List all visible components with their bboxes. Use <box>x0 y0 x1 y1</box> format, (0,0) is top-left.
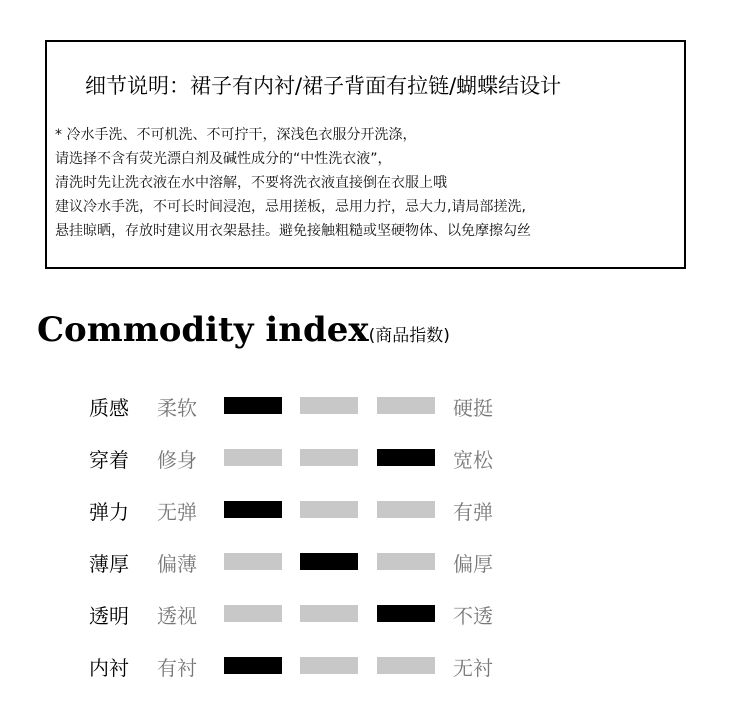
row-right-label: 宽松 <box>453 448 493 472</box>
care-line: 建议冷水手洗，不可长时间浸泡，忌用搓板，忌用力拧，忌大力,请局部搓洗, <box>55 199 526 215</box>
index-row-elasticity <box>0 484 750 536</box>
row-name: 透明 <box>89 604 129 628</box>
row-name: 薄厚 <box>89 552 129 576</box>
row-left-label: 柔软 <box>157 396 197 420</box>
scale-bar <box>300 397 358 414</box>
index-row-lining <box>0 640 750 692</box>
row-left-label: 有衬 <box>157 656 197 680</box>
row-name: 质感 <box>89 396 129 420</box>
scale-bar-selected <box>377 605 435 622</box>
row-name: 内衬 <box>89 656 129 680</box>
scale-bar <box>300 605 358 622</box>
scale-bar-selected <box>224 657 282 674</box>
row-left-label: 修身 <box>157 448 197 472</box>
scale-bar <box>224 605 282 622</box>
row-right-label: 不透 <box>453 604 493 628</box>
index-row-thickness <box>0 536 750 588</box>
row-right-label: 无衬 <box>453 656 493 680</box>
scale-bar-selected <box>224 397 282 414</box>
scale-bar-selected <box>300 553 358 570</box>
row-left-label: 无弹 <box>157 500 197 524</box>
scale-bar <box>300 501 358 518</box>
commodity-index-subtitle: (商品指数) <box>368 326 450 346</box>
care-instructions <box>55 123 531 243</box>
scale-bar <box>300 449 358 466</box>
scale-bar <box>377 657 435 674</box>
scale-bar <box>377 553 435 570</box>
scale-bar <box>224 553 282 570</box>
care-line: 清洗时先让洗衣液在水中溶解，不要将洗衣液直接倒在衣服上哦 <box>55 175 447 191</box>
row-name: 弹力 <box>89 500 129 524</box>
detail-box <box>45 40 686 269</box>
care-line: * 冷水手洗、不可机洗、不可拧干，深浅色衣服分开洗涤， <box>55 127 417 143</box>
row-right-label: 硬挺 <box>453 396 493 420</box>
care-line: 请选择不含有荧光漂白剂及碱性成分的“中性洗衣液”， <box>55 151 392 167</box>
index-rows <box>0 380 750 692</box>
care-line: 悬挂晾晒，存放时建议用衣架悬挂。避免接触粗糙或坚硬物体、以免摩擦勾丝 <box>55 223 531 239</box>
scale-bar-selected <box>377 449 435 466</box>
scale-bar <box>377 501 435 518</box>
scale-bar <box>300 657 358 674</box>
commodity-index-heading <box>37 310 450 350</box>
row-right-label: 有弹 <box>453 500 493 524</box>
scale-bar <box>377 397 435 414</box>
scale-bar <box>224 449 282 466</box>
detail-title: 细节说明：裙子有内衬/裙子背面有拉链/蝴蝶结设计 <box>85 74 562 98</box>
commodity-index-title: Commodity index <box>37 310 369 350</box>
row-left-label: 透视 <box>157 604 197 628</box>
index-row-texture <box>0 380 750 432</box>
row-right-label: 偏厚 <box>453 552 493 576</box>
scale-bar-selected <box>224 501 282 518</box>
index-row-transparency <box>0 588 750 640</box>
index-row-fit <box>0 432 750 484</box>
row-name: 穿着 <box>89 448 129 472</box>
row-left-label: 偏薄 <box>157 552 197 576</box>
